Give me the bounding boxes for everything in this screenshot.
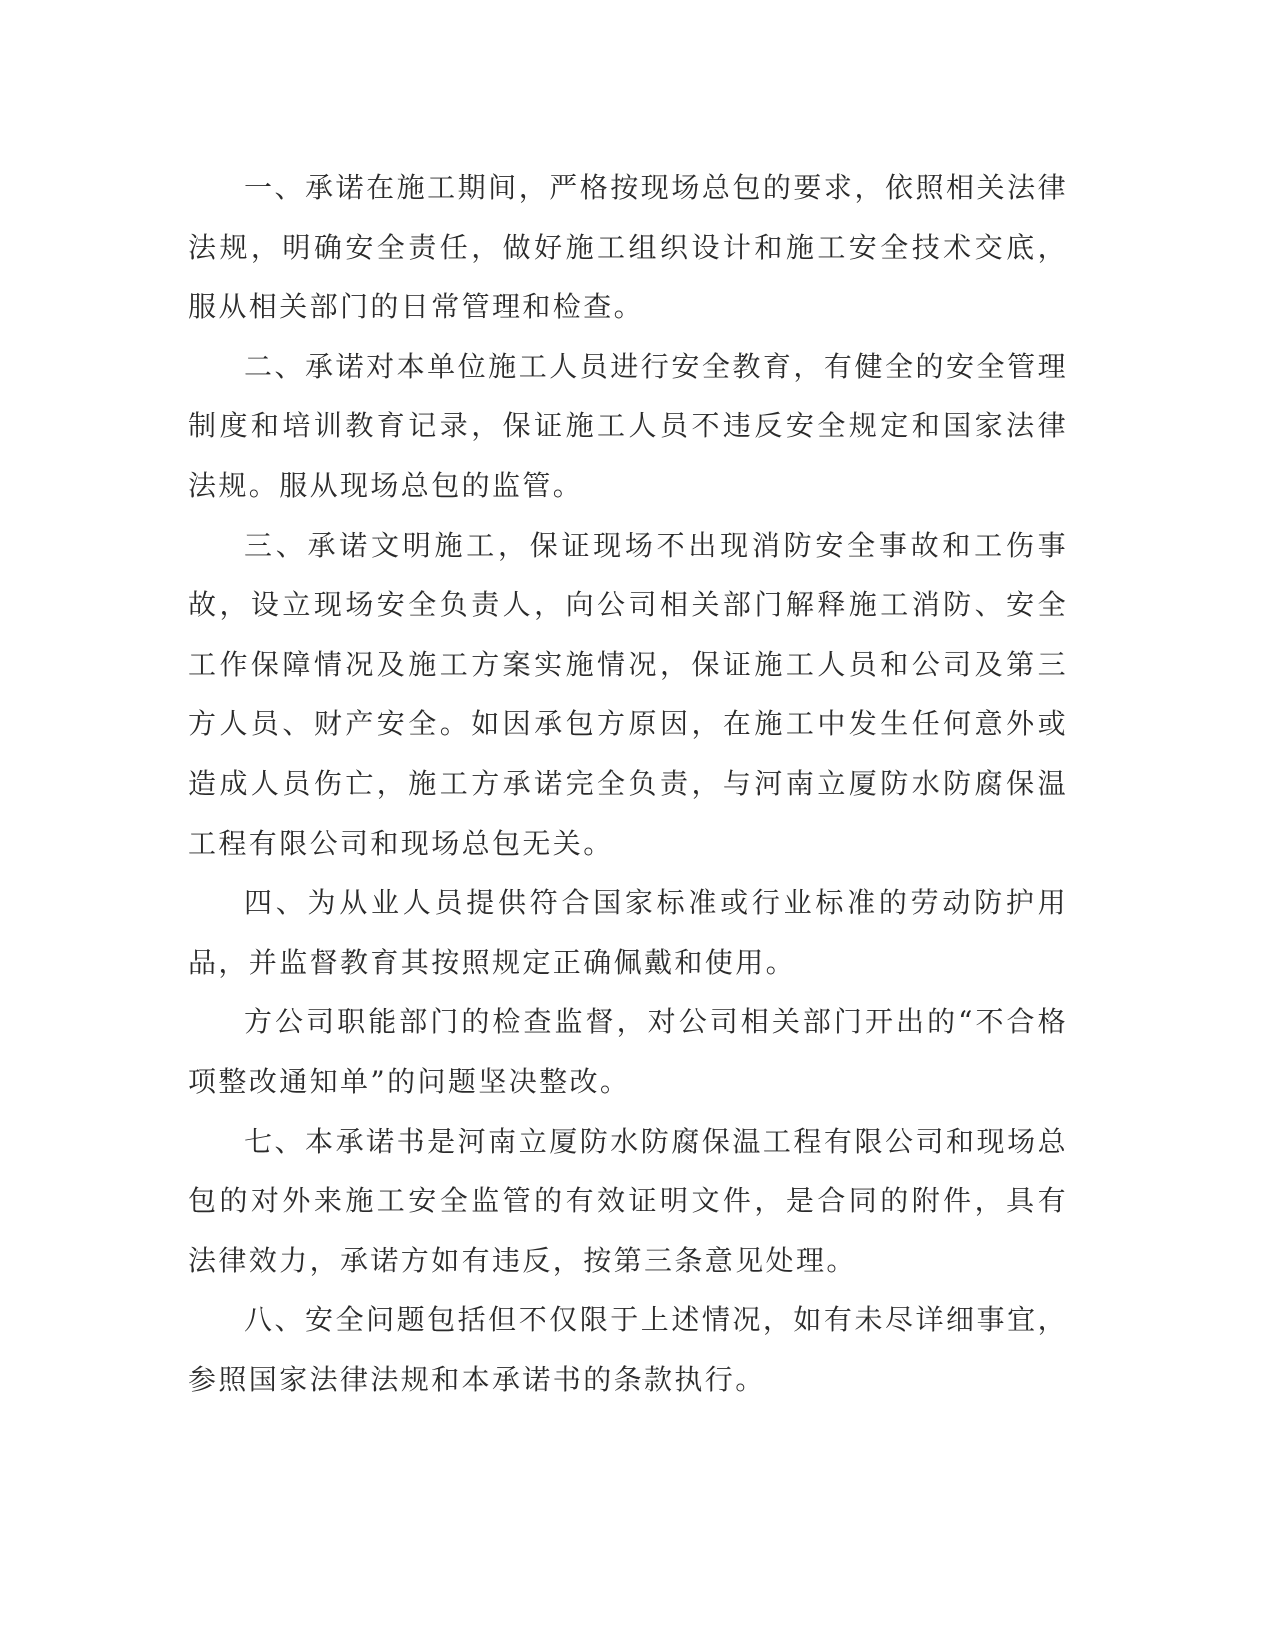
paragraph-2: 二、承诺对本单位施工人员进行安全教育，有健全的安全管理制度和培训教育记录，保证施工人员不违反安全规定和国家法律法规。服从现场总包的监管。	[188, 349, 1068, 502]
paragraph-6: 七、本承诺书是河南立厦防水防腐保温工程有限公司和现场总包的对外来施工安全监管的有效证明文件，是合同的附件，具有法律效力，承诺方如有违反，按第三条意见处理。	[188, 1124, 1068, 1277]
paragraph-7: 八、安全问题包括但不仅限于上述情况，如有未尽详细事宜，参照国家法律法规和本承诺书的条款执行。	[188, 1303, 1068, 1396]
paragraph-3: 三、承诺文明施工，保证现场不出现消防安全事故和工伤事故，设立现场安全负责人，向公司相关部门解释施工消防、安全工作保障情况及施工方案实施情况，保证施工人员和公司及第三方人员、财产安全。如因承包方原因，在施工中发生任何意外或造成人员伤亡，施工方承诺完全负责，与河南立厦防水防腐保温工程有限公司和现场总包无关。	[188, 528, 1068, 860]
paragraph-1: 一、承诺在施工期间，严格按现场总包的要求，依照相关法律法规，明确安全责任，做好施工组织设计和施工安全技术交底，服从相关部门的日常管理和检查。	[188, 171, 1068, 324]
paragraph-4: 四、为从业人员提供符合国家标准或行业标准的劳动防护用品，并监督教育其按照规定正确佩戴和使用。	[188, 886, 1068, 979]
paragraph-5: 方公司职能部门的检查监督，对公司相关部门开出的“不合格项整改通知单”的问题坚决整改。	[188, 1005, 1068, 1098]
document-body	[188, 158, 1068, 1409]
